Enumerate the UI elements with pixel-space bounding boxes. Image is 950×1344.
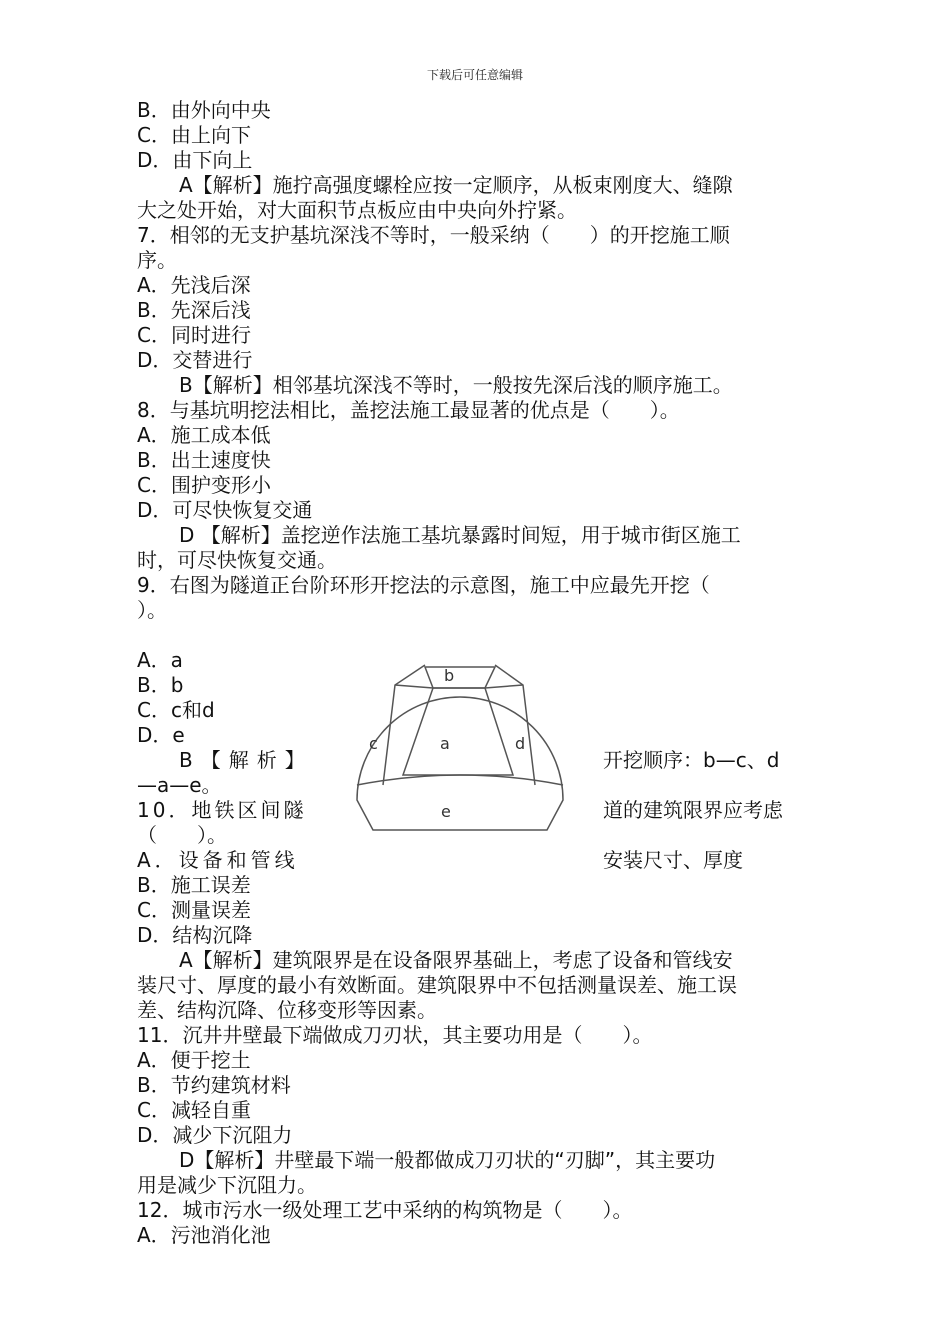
q10-question-left: 10．地铁区间隧 <box>137 798 307 822</box>
q6-option-c: C．由上向下 <box>137 123 251 147</box>
spacer <box>137 623 817 648</box>
q10-option-a <box>137 848 817 873</box>
q8-option-a: A．施工成本低 <box>137 423 271 447</box>
q10-answer-line1: A【解析】建筑限界是在设备限界基础上，考虑了设备和管线安 <box>179 948 733 972</box>
q9-option-a: A．a <box>137 648 183 672</box>
tunnel-split-right <box>485 685 523 688</box>
q7-option-d: D．交替进行 <box>137 348 253 372</box>
label-b: b <box>444 666 455 685</box>
q6-answer-line2: 大之处开始，对大面积节点板应由中央向外拧紧。 <box>137 198 577 222</box>
q9-question-line2: ）。 <box>137 598 167 622</box>
tunnel-excavation-diagram <box>345 655 575 837</box>
q10-option-a-right: 安装尺寸、厚度 <box>603 848 743 872</box>
q11-question: 11．沉井井壁最下端做成刀刃状，其主要功用是（ ）。 <box>137 1023 653 1047</box>
q10-option-d: D．结构沉降 <box>137 923 253 947</box>
q9-answer-left: B【解析】 <box>179 748 313 772</box>
q11-option-a: A．便于挖土 <box>137 1048 251 1072</box>
label-d: d <box>515 734 526 753</box>
q8-answer-line2: 时，可尽快恢复交通。 <box>137 548 337 572</box>
q7-option-c: C．同时进行 <box>137 323 251 347</box>
q9-answer-right: 开挖顺序：b—c、d <box>603 748 780 772</box>
tunnel-split-left <box>395 685 433 688</box>
q7-option-b: B．先深后浅 <box>137 298 251 322</box>
q11-answer-line1: D【解析】井壁最下端一般都做成刀刃状的“刃脚”，其主要功 <box>179 1148 716 1172</box>
q10-question-right: 道的建筑限界应考虑 <box>603 798 783 822</box>
q9-answer-line2: —a—e。 <box>137 773 222 797</box>
page-header: 下载后可任意编辑 <box>426 68 523 82</box>
q11-option-b: B．节约建筑材料 <box>137 1073 291 1097</box>
q9-option-d: D．e <box>137 723 185 747</box>
label-a: a <box>440 734 450 753</box>
tunnel-diagram-svg <box>345 655 575 837</box>
q10-answer-line2: 装尺寸、厚度的最小有效断面。建筑限界中不包括测量误差、施工误 <box>137 973 737 997</box>
q8-option-d: D．可尽快恢复交通 <box>137 498 313 522</box>
q10-option-a-left: A．设备和管线 <box>137 848 299 872</box>
q7-question-line2: 序。 <box>137 248 177 272</box>
q11-answer-line2: 用是减少下沉阻力。 <box>137 1173 317 1197</box>
q7-answer: B【解析】相邻基坑深浅不等时，一般按先深后浅的顺序施工。 <box>179 373 733 397</box>
q9-option-c: C．c和d <box>137 698 215 722</box>
q11-option-c: C．减轻自重 <box>137 1098 251 1122</box>
tunnel-bench-line <box>357 775 563 785</box>
q8-option-b: B．出土速度快 <box>137 448 271 472</box>
q11-option-d: D．减少下沉阻力 <box>137 1123 293 1147</box>
label-e: e <box>441 802 451 821</box>
q12-option-a: A．污池消化池 <box>137 1223 271 1247</box>
q10-option-c: C．测量误差 <box>137 898 251 922</box>
tunnel-top-b <box>425 667 495 688</box>
q7-option-a: A．先浅后深 <box>137 273 251 297</box>
q6-option-b: B．由外向中央 <box>137 98 271 122</box>
q12-question: 12．城市污水一级处理工艺中采纳的构筑物是（ ）。 <box>137 1198 633 1222</box>
q7-question-line1: 7．相邻的无支护基坑深浅不等时，一般采纳（ ）的开挖施工顺 <box>137 223 730 247</box>
q6-answer-line1: A【解析】施拧高强度螺栓应按一定顺序，从板束刚度大、缝隙 <box>179 173 733 197</box>
tunnel-core-a <box>403 688 513 775</box>
q9-question-line1: 9．右图为隧道正台阶环形开挖法的示意图，施工中应最先开挖（ <box>137 573 710 597</box>
q10-answer-line3: 差、结构沉降、位移变形等因素。 <box>137 998 437 1022</box>
q8-answer-line1: D 【解析】盖挖逆作法施工基坑暴露时间短，用于城市街区施工 <box>179 523 741 547</box>
tunnel-core-right <box>495 665 535 785</box>
q8-question: 8．与基坑明挖法相比，盖挖法施工最显著的优点是（ ）。 <box>137 398 680 422</box>
q10-option-b: B．施工误差 <box>137 873 251 897</box>
q9-option-b: B．b <box>137 673 184 697</box>
q10-question-line2: （ ）。 <box>137 823 227 847</box>
q6-option-d: D．由下向上 <box>137 148 253 172</box>
q8-option-c: C．围护变形小 <box>137 473 271 497</box>
label-c: c <box>369 734 378 753</box>
